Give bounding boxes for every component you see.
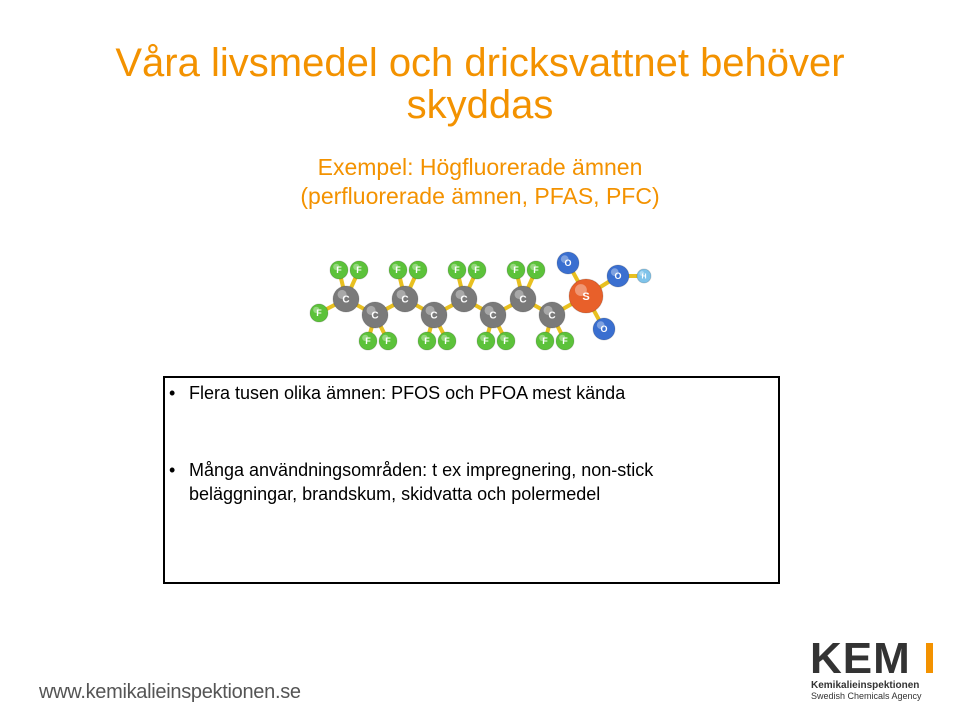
fluorine-atom xyxy=(350,261,368,279)
oxygen-atom xyxy=(593,318,615,340)
svg-text:C: C xyxy=(489,310,497,322)
svg-text:F: F xyxy=(562,336,568,347)
svg-text:F: F xyxy=(454,265,460,276)
svg-text:F: F xyxy=(415,265,421,276)
fluorine-atom xyxy=(448,261,466,279)
fluorine-atom xyxy=(379,332,397,350)
svg-text:C: C xyxy=(548,310,556,322)
svg-text:F: F xyxy=(483,336,489,347)
svg-text:F: F xyxy=(424,336,430,347)
fluorine-atom xyxy=(497,332,515,350)
svg-text:F: F xyxy=(395,265,401,276)
svg-text:F: F xyxy=(316,308,322,319)
svg-text:C: C xyxy=(401,294,409,306)
svg-text:F: F xyxy=(336,265,342,276)
svg-text:C: C xyxy=(460,294,468,306)
svg-text:F: F xyxy=(444,336,450,347)
svg-text:O: O xyxy=(564,258,572,269)
svg-text:F: F xyxy=(533,265,539,276)
carbon-atom xyxy=(480,302,506,328)
bullet-text-line-1: Många användningsområden: t ex impregnering, non-stick xyxy=(189,460,654,480)
svg-text:C: C xyxy=(519,294,527,306)
svg-text:O: O xyxy=(614,271,622,282)
fluorine-atom xyxy=(438,332,456,350)
carbon-atom xyxy=(362,302,388,328)
title-line-2: skyddas xyxy=(406,83,554,127)
svg-text:O: O xyxy=(600,324,608,335)
carbon-atom xyxy=(451,286,477,312)
bullet-text: Flera tusen olika ämnen: PFOS och PFOA mest kända xyxy=(189,383,626,403)
fluorine-atom xyxy=(477,332,495,350)
svg-text:C: C xyxy=(342,294,350,306)
subtitle-line-2: (perfluorerade ämnen, PFAS, PFC) xyxy=(300,183,660,209)
fluorine-atom xyxy=(418,332,436,350)
hydrogen-atom xyxy=(637,269,651,283)
fluorine-atom xyxy=(359,332,377,350)
fluorine-atom xyxy=(310,304,328,322)
svg-text:F: F xyxy=(542,336,548,347)
svg-text:F: F xyxy=(503,336,509,347)
logo-wordmark: KEM xyxy=(810,634,911,683)
carbon-atom xyxy=(510,286,536,312)
footer-website-url: www.kemikalieinspektionen.se xyxy=(39,681,301,703)
fluorine-atom xyxy=(527,261,545,279)
kemi-logo xyxy=(810,634,930,701)
subtitle-line-1: Exempel: Högfluorerade ämnen xyxy=(317,154,643,180)
fluorine-atom xyxy=(330,261,348,279)
pfos-molecule-illustration xyxy=(300,243,660,361)
svg-text:S: S xyxy=(582,290,590,303)
carbon-atom xyxy=(333,286,359,312)
fluorine-atom xyxy=(409,261,427,279)
logo-agency-name: Kemikalieinspektionen xyxy=(811,680,920,691)
fluorine-atom xyxy=(389,261,407,279)
slide-title xyxy=(0,42,960,126)
logo-wordmark-i xyxy=(926,643,933,673)
svg-text:F: F xyxy=(356,265,362,276)
bullet-text-box xyxy=(163,376,780,584)
bullet-text-line-2: beläggningar, brandskum, skidvatta och polermedel xyxy=(189,484,601,504)
logo-agency-subname: Swedish Chemicals Agency xyxy=(811,691,922,701)
sulfur-atom xyxy=(569,279,603,313)
bullet-marker: • xyxy=(169,460,176,480)
carbon-atom xyxy=(421,302,447,328)
fluorine-atom xyxy=(468,261,486,279)
svg-text:H: H xyxy=(641,273,647,281)
carbon-atom xyxy=(392,286,418,312)
oxygen-atom xyxy=(607,265,629,287)
slide-subtitle xyxy=(0,153,960,211)
fluorine-atom xyxy=(507,261,525,279)
svg-text:F: F xyxy=(474,265,480,276)
svg-text:C: C xyxy=(371,310,379,322)
svg-text:F: F xyxy=(365,336,371,347)
title-line-1: Våra livsmedel och dricksvattnet behöver xyxy=(115,41,845,85)
svg-text:F: F xyxy=(513,265,519,276)
carbon-atom xyxy=(539,302,565,328)
svg-text:C: C xyxy=(430,310,438,322)
fluorine-atom xyxy=(556,332,574,350)
bullet-marker: • xyxy=(169,383,176,403)
svg-text:F: F xyxy=(385,336,391,347)
oxygen-atom xyxy=(557,252,579,274)
fluorine-atom xyxy=(536,332,554,350)
